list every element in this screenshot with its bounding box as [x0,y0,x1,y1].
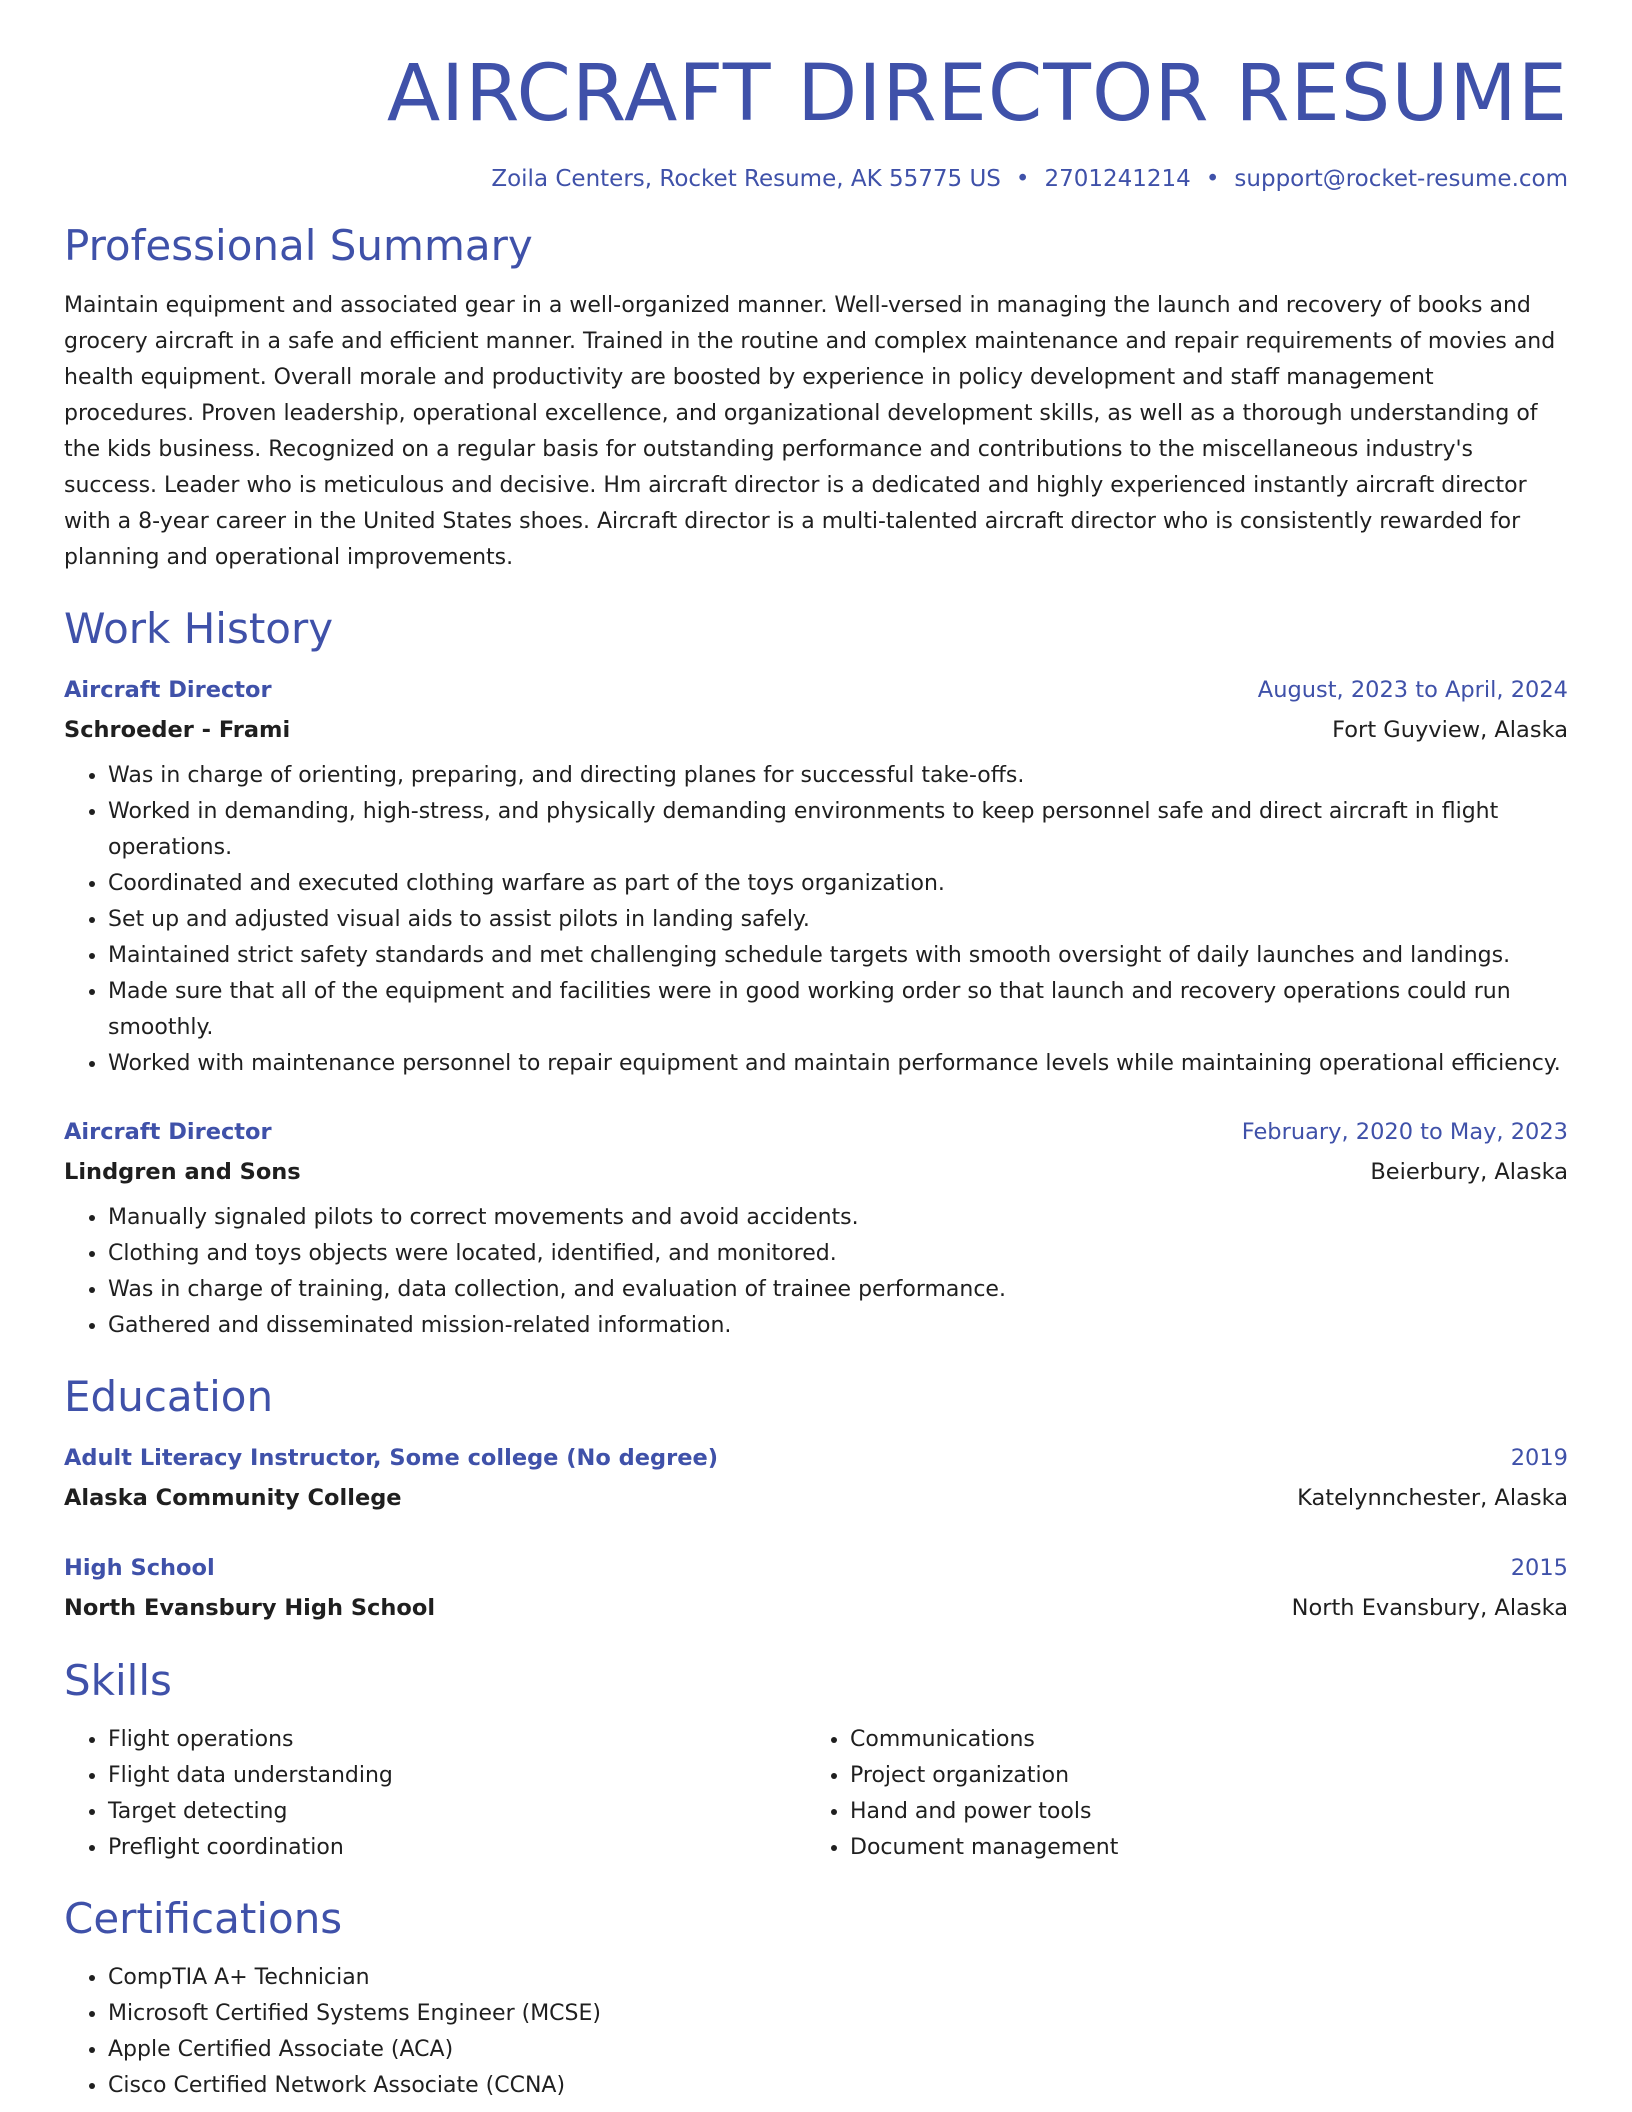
work-entry-subheader [64,1152,1568,1192]
company-name: Schroeder - Frami [64,716,291,743]
contact-phone: 2701241214 [1044,165,1191,192]
job-bullet: • Set up and adjusted visual aids to assist pilots in landing safely. [108,902,1568,938]
job-bullet: • Was in charge of orienting, preparing, and directing planes for successful take-offs. [108,758,1568,794]
contact-address: Zoila Centers, Rocket Resume, AK 55775 US [491,165,1001,192]
contact-separator: • [1015,165,1030,192]
education-entry [64,1438,1568,1518]
skill-item: • Document management [850,1830,1568,1866]
job-bullets [64,758,1568,1082]
job-bullet: • Manually signaled pilots to correct movements and avoid accidents. [108,1200,1568,1236]
certifications-list [64,1960,1568,2104]
job-dates: February, 2020 to May, 2023 [1241,1118,1568,1145]
graduation-year: 2019 [1510,1444,1568,1471]
skills-grid [64,1722,1568,1866]
company-name: Lindgren and Sons [64,1158,301,1185]
job-dates: August, 2023 to April, 2024 [1257,676,1568,703]
job-bullet: • Made sure that all of the equipment and facilities were in good working order so that launch and recovery operations could run smoothly. [108,974,1568,1046]
job-location: Fort Guyview, Alaska [1332,716,1568,743]
contact-line [64,166,1568,194]
certification-item: • Cisco Certified Network Associate (CCNA) [108,2068,1568,2104]
skills-section [64,1655,1568,1866]
work-history-section [64,603,1568,1344]
job-bullet: • Maintained strict safety standards and met challenging schedule targets with smooth oversight of daily launches and landings. [108,938,1568,974]
section-title-summary: Professional Summary [64,221,533,271]
professional-summary-section [64,223,1568,575]
skill-item: • Target detecting [108,1794,806,1830]
work-entry [64,1112,1568,1344]
resume-header [64,0,1568,193]
work-entry [64,670,1568,1082]
skill-item: • Hand and power tools [850,1794,1568,1830]
school-name: North Evansbury High School [64,1594,436,1621]
education-entry-header [64,1438,1568,1478]
job-bullet: • Was in charge of training, data collection, and evaluation of trainee performance. [108,1272,1568,1308]
work-entry-subheader [64,710,1568,750]
degree-name: Adult Literacy Instructor, Some college (No degree) [64,1444,719,1471]
education-section [64,1371,1568,1628]
job-bullet: • Gathered and disseminated mission-related information. [108,1308,1568,1344]
work-entry-header [64,670,1568,710]
school-location: Katelynnchester, Alaska [1297,1484,1568,1511]
skill-item: • Project organization [850,1758,1568,1794]
skill-item: • Communications [850,1722,1568,1758]
certification-item: • CompTIA A+ Technician [108,1960,1568,1996]
job-bullet: • Coordinated and executed clothing warfare as part of the toys organization. [108,866,1568,902]
job-bullet: • Worked in demanding, high-stress, and physically demanding environments to keep personnel safe and direct aircraft in flight operations. [108,794,1568,866]
skills-list-right [806,1722,1568,1866]
work-entry-header [64,1112,1568,1152]
contact-separator: • [1205,165,1220,192]
job-bullets [64,1200,1568,1344]
school-location: North Evansbury, Alaska [1291,1594,1568,1621]
job-bullet: • Clothing and toys objects were located, identified, and monitored. [108,1236,1568,1272]
school-name: Alaska Community College [64,1484,402,1511]
section-title-education: Education [64,1371,274,1421]
skills-list-left [64,1722,806,1866]
skill-item: • Flight operations [108,1722,806,1758]
job-location: Beierbury, Alaska [1370,1158,1568,1185]
section-title-work-history: Work History [64,603,334,653]
education-entry-subheader [64,1588,1568,1628]
job-title: Aircraft Director [64,1118,272,1145]
certification-item: • Microsoft Certified Systems Engineer (MCSE) [108,1996,1568,2032]
job-title: Aircraft Director [64,676,272,703]
education-entry [64,1548,1568,1628]
certification-item: • Apple Certified Associate (ACA) [108,2032,1568,2068]
contact-email: support@rocket-resume.com [1234,165,1568,192]
education-entry-header [64,1548,1568,1588]
job-bullet: • Worked with maintenance personnel to repair equipment and maintain performance levels while maintaining operational efficiency. [108,1046,1568,1082]
section-title-certifications: Certifications [64,1894,343,1944]
skill-item: • Flight data understanding [108,1758,806,1794]
graduation-year: 2015 [1510,1554,1568,1581]
resume-title: AIRCRAFT DIRECTOR RESUME [386,49,1568,139]
certifications-section [64,1896,1568,2104]
skill-item: • Preflight coordination [108,1830,806,1866]
summary-text: Maintain equipment and associated gear in a well-organized manner. Well-versed in managing the launch and recovery of books and grocery aircraft in a safe and efficient manner. Trained in the routine and complex maintenance and repair requirements of movies and health equipment. Overall morale and productivity are boosted by experience in policy development and staff management procedures. Proven leadership, operational excellence, and organizational development skills, as well as a thorough understanding of the kids business. Recognized on a regular basis for outstanding performance and contributions to the miscellaneous industry's success. Leader who is meticulous and decisive. Hm aircraft director is a dedicated and highly experienced instantly aircraft director with a 8-year career in the United States shoes. Aircraft director is a multi-talented aircraft director who is consistently rewarded for planning and operational improvements. [64,292,1556,570]
degree-name: High School [64,1554,215,1581]
section-title-skills: Skills [64,1655,172,1705]
education-entry-subheader [64,1478,1568,1518]
